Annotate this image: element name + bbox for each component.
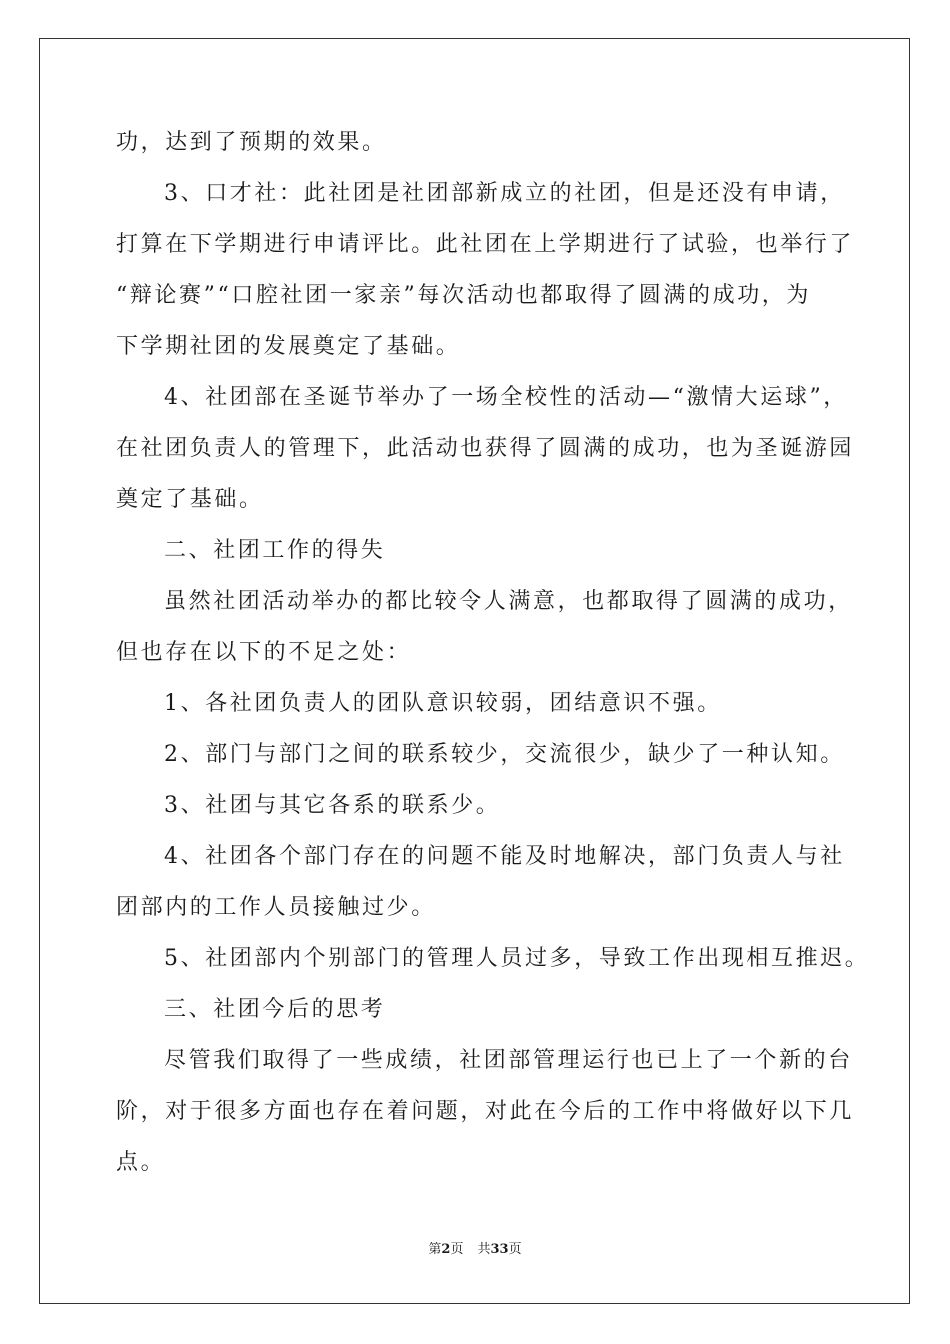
text-line: 功，达到了预期的效果。 xyxy=(116,130,387,155)
text-line: 5、社团部内个别部门的管理人员过多，导致工作出现相互推迟。 xyxy=(164,946,870,971)
page-footer xyxy=(0,1240,950,1260)
text-line: 1、各社团负责人的团队意识较弱，团结意识不强。 xyxy=(164,691,722,716)
total-suffix: 页 xyxy=(508,1242,522,1257)
text-line: 在社团负责人的管理下，此活动也获得了圆满的成功，也为圣诞游园 xyxy=(116,436,855,461)
text-line: 4、社团部在圣诞节举办了一场全校性的活动—“激情大运球”， xyxy=(164,385,848,410)
text-line: 点。 xyxy=(116,1150,166,1175)
text-line: 团部内的工作人员接触过少。 xyxy=(116,895,436,920)
text-line: 打算在下学期进行申请评比。此社团在上学期进行了试验，也举行了 xyxy=(116,232,855,257)
text-line: 虽然社团活动举办的都比较令人满意，也都取得了圆满的成功， xyxy=(164,589,853,614)
text-line: 下学期社团的发展奠定了基础。 xyxy=(116,334,461,359)
text-line: 但也存在以下的不足之处： xyxy=(116,640,412,665)
page-suffix: 页 xyxy=(450,1242,464,1257)
total-prefix: 共 xyxy=(477,1242,491,1257)
text-line: 4、社团各个部门存在的问题不能及时地解决，部门负责人与社 xyxy=(164,844,845,869)
text-line: 尽管我们取得了一些成绩，社团部管理运行也已上了一个新的台 xyxy=(164,1048,853,1073)
page-number: 2 xyxy=(441,1242,451,1257)
section-heading: 二、社团工作的得失 xyxy=(164,538,386,563)
text-line: 3、社团与其它各系的联系少。 xyxy=(164,793,501,818)
text-line: “辩论赛”“口腔社团一家亲”每次活动也都取得了圆满的成功，为 xyxy=(116,283,811,308)
total-pages: 33 xyxy=(490,1242,509,1257)
section-heading: 三、社团今后的思考 xyxy=(164,997,386,1022)
text-line: 奠定了基础。 xyxy=(116,487,264,512)
text-line: 3、口才社：此社团是社团部新成立的社团，但是还没有申请， xyxy=(164,181,845,206)
text-line: 2、部门与部门之间的联系较少，交流很少，缺少了一种认知。 xyxy=(164,742,845,767)
page-prefix: 第 xyxy=(428,1242,442,1257)
text-line: 阶，对于很多方面也存在着问题，对此在今后的工作中将做好以下几 xyxy=(116,1099,855,1124)
